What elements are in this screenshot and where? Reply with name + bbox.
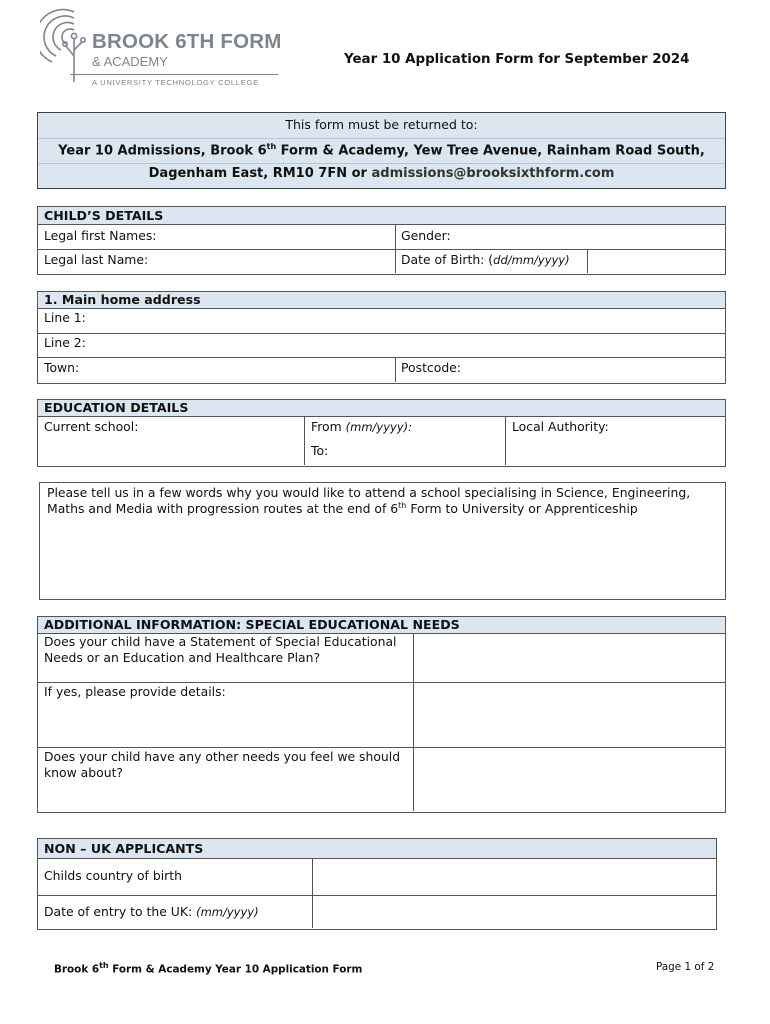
current-school-field[interactable]: Current school: [44, 419, 139, 434]
return-address-line2: Dagenham East, RM10 7FN or admissions@brooksixthform.com [148, 166, 615, 181]
address-line2-field[interactable]: Line 2: [44, 335, 86, 350]
form-title: Year 10 Application Form for September 2024 [344, 52, 690, 67]
reason-statement-box[interactable] [39, 482, 726, 600]
non-uk-header: NON – UK APPLICANTS [37, 838, 717, 859]
childs-details-table [37, 225, 726, 275]
sen-table [37, 634, 726, 813]
childs-details-header: CHILD’S DETAILS [37, 206, 726, 225]
date-of-birth-input[interactable] [589, 250, 724, 272]
postcode-field[interactable]: Postcode: [401, 360, 461, 375]
divider [38, 163, 725, 164]
legal-first-names-field[interactable]: Legal first Names: [44, 228, 157, 243]
sen-details-answer[interactable] [415, 684, 724, 746]
sen-statement-question: Does your child have a Statement of Special Educational Needs or an Education and Healthcare Plan? [44, 634, 397, 665]
country-of-birth-label: Childs country of birth [44, 868, 182, 883]
logo-subname: & ACADEMY [92, 54, 168, 69]
footer-form-name: Brook 6th Form & Academy Year 10 Application Form [54, 961, 363, 976]
logo-divider [70, 74, 278, 75]
education-details-header: EDUCATION DETAILS [37, 399, 726, 417]
gender-field[interactable]: Gender: [401, 228, 451, 243]
sen-statement-answer[interactable] [415, 635, 724, 681]
statement-prompt-line1: Please tell us in a few words why you would like to attend a school specialising in Science, Engineering, [47, 485, 691, 500]
return-address-box [37, 112, 726, 189]
return-address-line1: Year 10 Admissions, Brook 6th Form & Academy, Yew Tree Avenue, Rainham Road South, [58, 142, 705, 159]
sen-details-question: If yes, please provide details: [44, 684, 226, 699]
sen-header: ADDITIONAL INFORMATION: SPECIAL EDUCATIONAL NEEDS [37, 616, 726, 634]
page-number: Page 1 of 2 [656, 961, 715, 973]
school-logo [40, 8, 285, 88]
divider [38, 138, 725, 139]
non-uk-table [37, 859, 717, 930]
logo-tagline: A UNIVERSITY TECHNOLOGY COLLEGE [92, 78, 259, 87]
logo-name: BROOK 6TH FORM [92, 30, 282, 53]
home-address-header: 1. Main home address [37, 291, 726, 309]
country-of-birth-input[interactable] [314, 860, 716, 894]
local-authority-field[interactable]: Local Authority: [512, 419, 609, 434]
from-date-field[interactable]: From (mm/yyyy): [311, 419, 412, 434]
other-needs-question: Does your child have any other needs you feel we should know about? [44, 749, 401, 780]
admissions-email-link[interactable]: admissions@brooksixthform.com [371, 166, 615, 181]
to-date-field[interactable]: To: [311, 443, 329, 458]
address-line1-field[interactable]: Line 1: [44, 310, 86, 325]
home-address-table [37, 309, 726, 384]
other-needs-answer[interactable] [415, 749, 724, 810]
uk-entry-date-input[interactable] [314, 897, 716, 927]
return-intro: This form must be returned to: [285, 117, 478, 132]
town-field[interactable]: Town: [44, 360, 80, 375]
education-details-table [37, 417, 726, 467]
date-of-birth-label: Date of Birth: (dd/mm/yyyy) [401, 252, 570, 267]
legal-last-name-field[interactable]: Legal last Name: [44, 252, 149, 267]
statement-prompt-line2: Maths and Media with progression routes at the end of 6th Form to University or Apprenticeship [47, 501, 638, 517]
uk-entry-date-label: Date of entry to the UK: (mm/yyyy) [44, 904, 259, 919]
